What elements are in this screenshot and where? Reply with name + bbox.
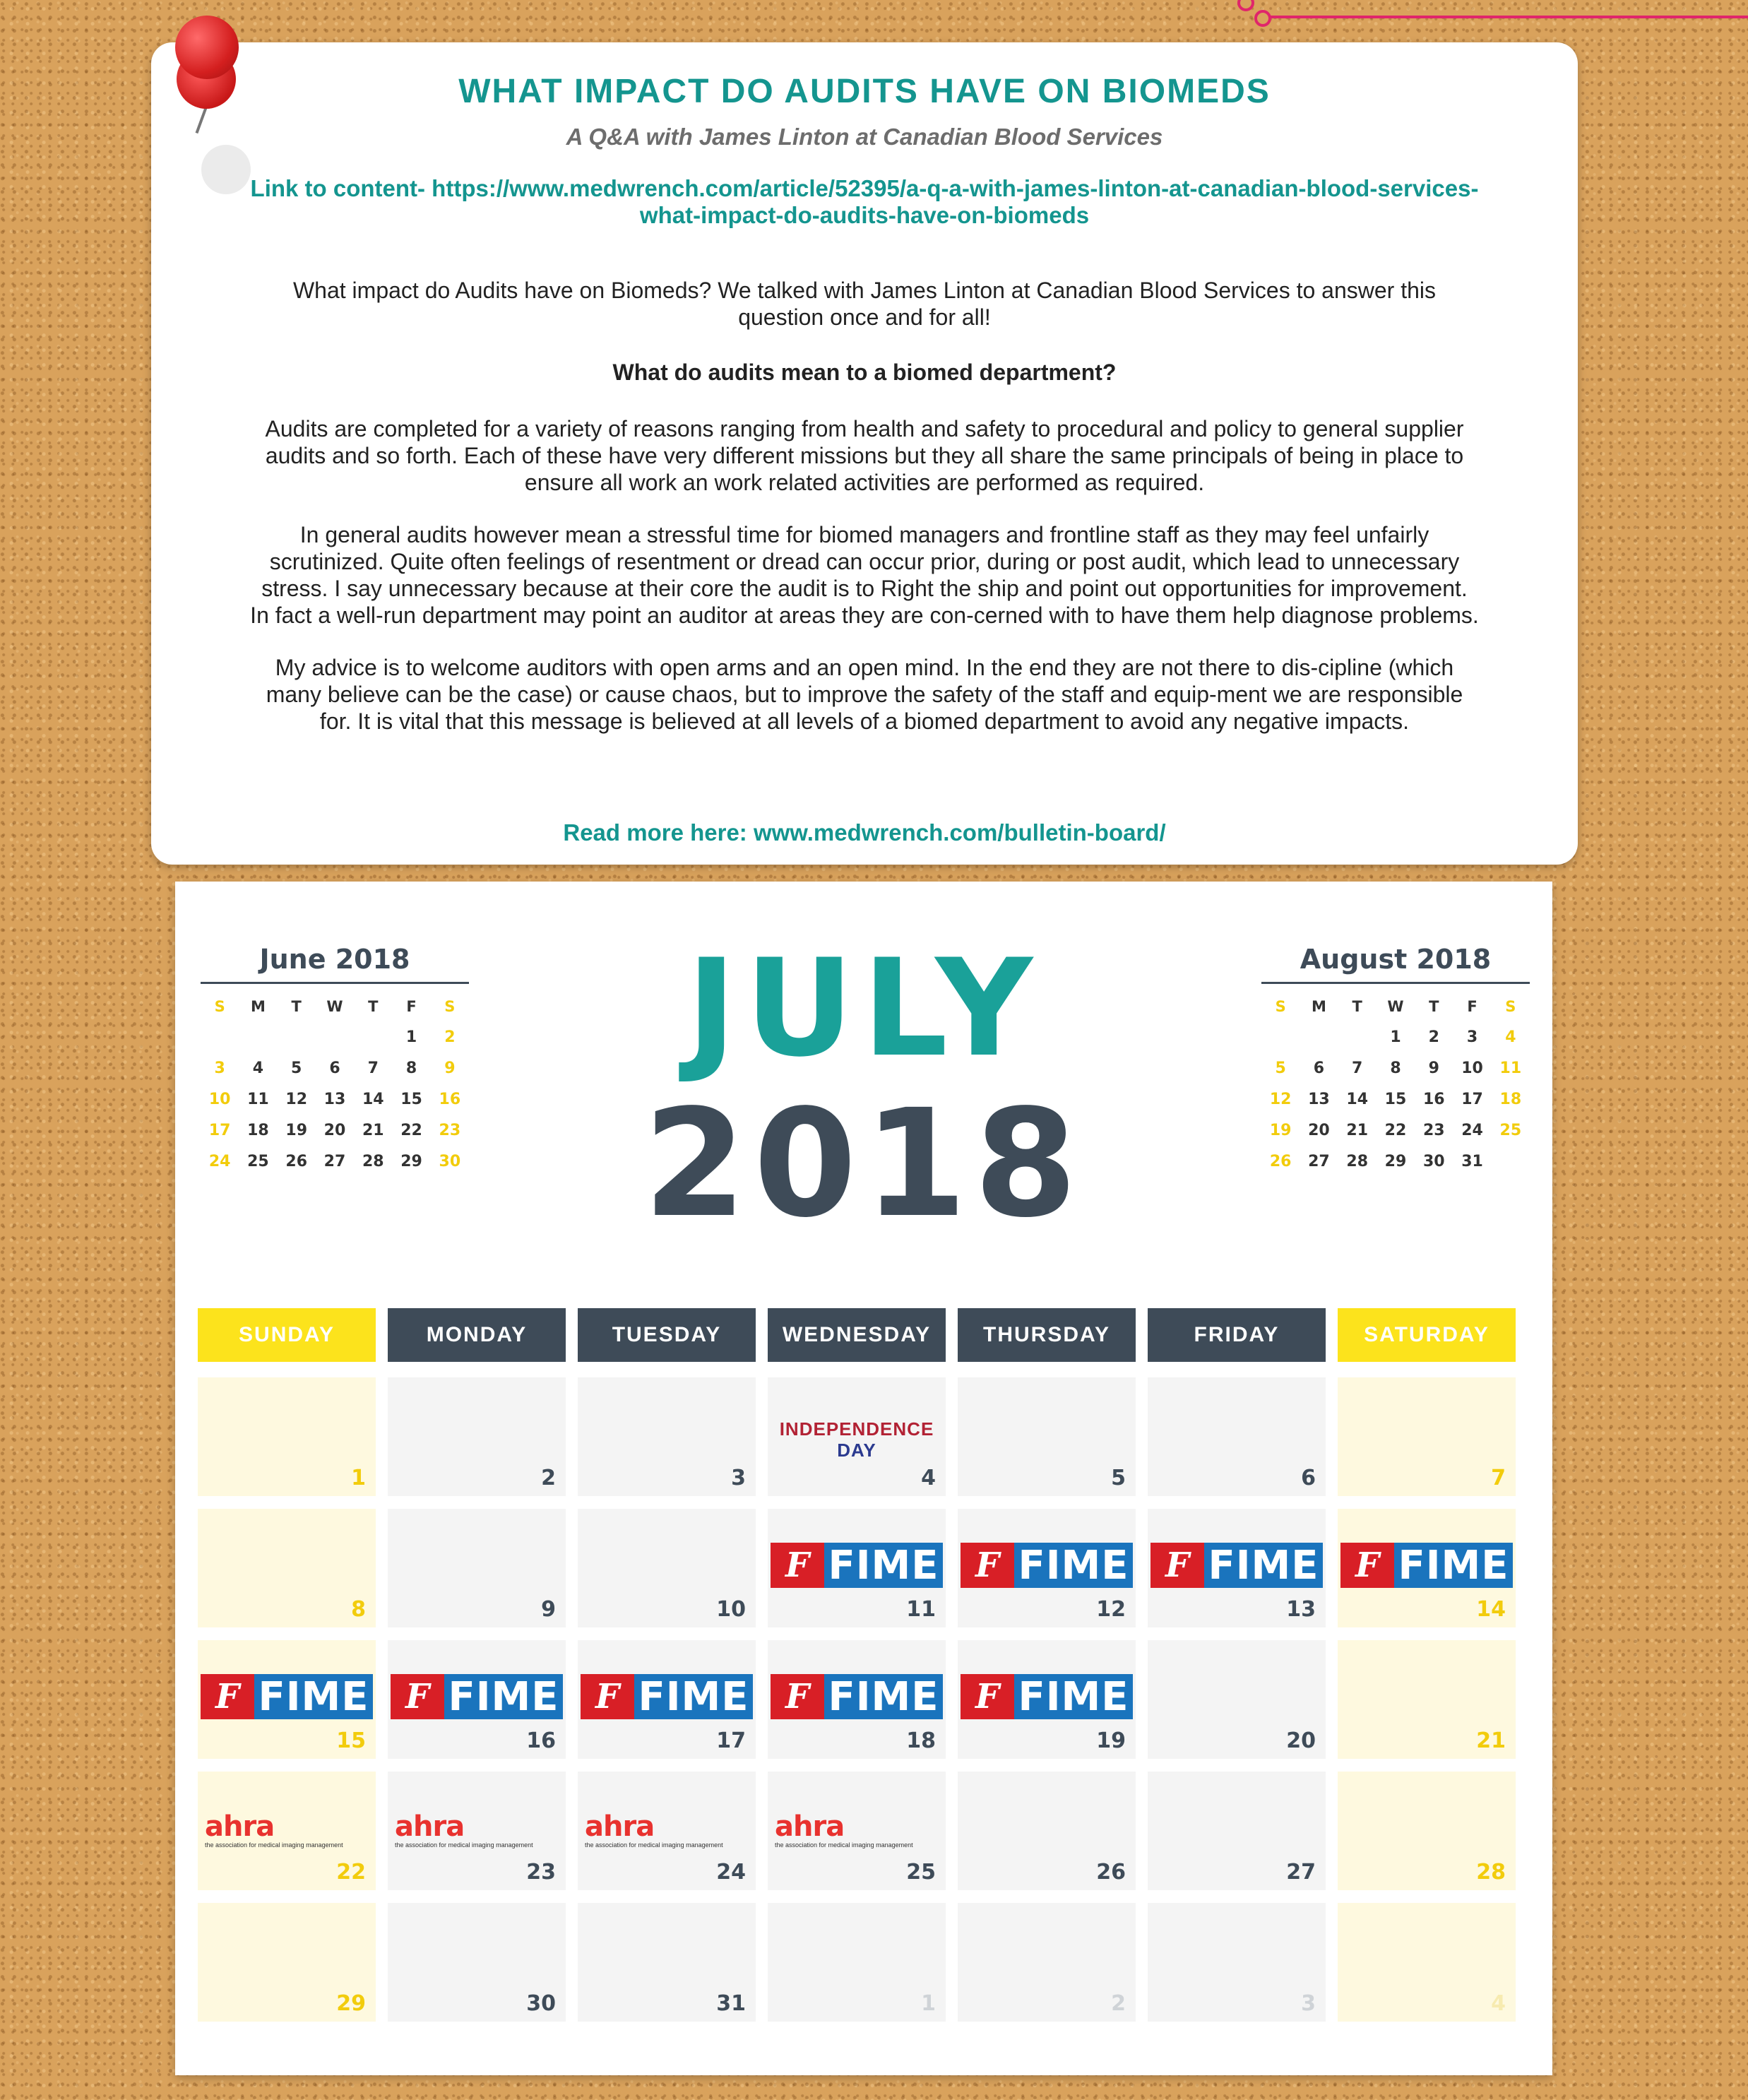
mini-day [1261,1022,1300,1053]
fime-label: FIME [1398,1542,1509,1589]
day-number: 30 [526,1991,556,2016]
fime-logo [771,1543,943,1588]
mini-day: 18 [1499,1091,1522,1108]
ahra-logo [585,1810,751,1849]
ahra-logo [775,1810,941,1849]
day-cell[interactable] [768,1509,946,1627]
article-card [151,42,1578,865]
day-cell[interactable] [578,1377,756,1496]
day-cell[interactable] [1338,1377,1516,1496]
read-more-link[interactable]: Read more here: www.medwrench.com/bulletin-board/ [563,819,1166,846]
day-number: 5 [1111,1466,1126,1490]
mini-day: 19 [285,1122,308,1139]
mini-day: 20 [1308,1122,1330,1139]
day-cell[interactable] [1148,1377,1326,1496]
mini-day: 22 [400,1122,422,1139]
day-number: 22 [336,1860,366,1885]
fime-mark-icon: F [1340,1543,1394,1588]
fime-mark-icon: F [961,1543,1014,1588]
day-number: 3 [731,1466,746,1490]
day-cell[interactable] [578,1640,756,1759]
mini-weekday-label: T [1352,998,1362,1015]
fime-logo [391,1674,563,1719]
ahra-wordmark: ahra [775,1810,845,1843]
day-cell[interactable] [388,1640,566,1759]
weekday-header-thursday: THURSDAY [958,1308,1136,1362]
day-cell[interactable] [1338,1640,1516,1759]
mini-day: 25 [1499,1122,1522,1139]
day-cell[interactable] [958,1377,1136,1496]
day-number: 1 [921,1991,936,2016]
mini-day: 6 [1313,1060,1325,1077]
paragraph-2: In general audits however mean a stressful time for biomed managers and frontline staff as they may feel unfairly scrutinized. Quite often feelings of resentment or dread can occur prior, during or post audit, which lead to unnecessary stress. I say unnecessary because at their core the audit is to Right the ship and point out opportunities for improvement. In fact a well-run department may point an auditor at areas they are con-cerned with to have them help diagnose problems. [250,522,1479,628]
mini-weekday-label: S [444,998,456,1015]
ahra-tagline: the association for medical imaging management [585,1841,723,1849]
mini-day: 18 [247,1122,269,1139]
day-cell[interactable] [1338,1772,1516,1890]
article-subtitle: A Q&A with James Linton at Canadian Blood Services [566,124,1163,150]
fime-mark-icon: F [201,1674,254,1719]
day-number: 18 [906,1728,936,1753]
mini-day: 9 [1428,1060,1439,1077]
day-cell[interactable] [768,1903,946,2022]
day-number: 14 [1476,1597,1506,1622]
article-title: WHAT IMPACT DO AUDITS HAVE ON BIOMEDS [458,73,1271,110]
day-number: 21 [1476,1728,1506,1753]
mini-day: 24 [1461,1122,1483,1139]
mini-day: 29 [400,1153,422,1170]
day-cell[interactable] [578,1772,756,1890]
mini-day: 27 [323,1153,346,1170]
mini-weekday-label: M [1311,998,1326,1015]
mini-day: 8 [1390,1060,1401,1077]
decorative-line [1264,16,1748,18]
day-cell[interactable] [388,1772,566,1890]
day-number: 2 [541,1466,556,1490]
mini-day: 7 [367,1060,379,1077]
weekday-header-wednesday: WEDNESDAY [768,1308,946,1362]
day-number: 2 [1111,1991,1126,2016]
mini-weekday-label: S [1505,998,1516,1015]
mini-weekday-label: T [291,998,302,1015]
holiday-label [768,1418,946,1461]
fime-logo [1151,1543,1323,1588]
day-number: 26 [1096,1860,1126,1885]
day-cell[interactable] [198,1640,376,1759]
mini-day: 31 [1461,1153,1483,1170]
mini-weekday-label: S [214,998,225,1015]
day-cell[interactable] [958,1772,1136,1890]
mini-day: 27 [1308,1153,1330,1170]
mini-day: 5 [1275,1060,1286,1077]
mini-day: 14 [1346,1091,1369,1108]
mini-day: 4 [1505,1028,1516,1046]
fime-label: FIME [1208,1542,1319,1589]
article-body [250,277,1479,760]
day-number: 20 [1286,1728,1316,1753]
mini-weekday-label: T [1429,998,1439,1015]
pushpin-head [175,16,239,79]
fime-label: FIME [1018,1673,1129,1720]
month-grid [198,1377,1518,2022]
day-cell[interactable] [1338,1903,1516,2022]
mini-day: 17 [1461,1091,1483,1108]
ahra-tagline: the association for medical imaging management [775,1841,913,1849]
ahra-wordmark: ahra [205,1810,275,1843]
fime-label: FIME [258,1673,369,1720]
mini-day: 8 [405,1060,417,1077]
day-number: 24 [716,1860,746,1885]
mini-day: 28 [362,1153,384,1170]
day-number: 4 [1491,1991,1506,2016]
day-number: 10 [716,1597,746,1622]
mini-day: 30 [1422,1153,1445,1170]
day-number: 23 [526,1860,556,1885]
day-cell[interactable] [198,1509,376,1627]
fime-logo [1340,1543,1513,1588]
mini-day: 9 [444,1060,456,1077]
mini-day: 21 [362,1122,384,1139]
mini-day: 19 [1269,1122,1292,1139]
content-link[interactable]: Link to content- https://www.medwrench.com/article/52395/a-q-a-with-james-linton-at-canadian-blood-services-what-impact-do-audits-have-on-biomeds [250,175,1479,228]
mini-day: 2 [444,1028,456,1046]
mini-weekday-label: W [1387,998,1404,1015]
mini-day [1300,1022,1338,1053]
weekday-header-friday: FRIDAY [1148,1308,1326,1362]
mini-day: 17 [208,1122,231,1139]
holiday-line-2: DAY [837,1440,876,1461]
mini-day: 1 [1390,1028,1401,1046]
fime-mark-icon: F [961,1674,1014,1719]
fime-mark-icon: F [771,1543,824,1588]
mini-day: 6 [329,1060,340,1077]
month-title: JULY [686,930,1042,1086]
ahra-logo [205,1810,371,1849]
decorative-dot [1237,0,1254,11]
mini-day: 15 [400,1091,422,1108]
mini-day: 15 [1384,1091,1407,1108]
day-number: 25 [906,1860,936,1885]
mini-day: 11 [1499,1060,1522,1077]
mini-day: 1 [405,1028,417,1046]
mini-day: 16 [439,1091,461,1108]
weekday-header-row [198,1308,1518,1362]
mini-weekday-label: T [368,998,379,1015]
fime-mark-icon: F [771,1674,824,1719]
mini-day: 3 [214,1060,225,1077]
mini-weekday-label: M [250,998,266,1015]
fime-label: FIME [828,1542,939,1589]
fime-mark-icon: F [1151,1543,1204,1588]
day-cell[interactable] [388,1903,566,2022]
year-title: 2018 [643,1077,1085,1250]
mini-day: 20 [323,1122,346,1139]
mini-day: 12 [1269,1091,1292,1108]
fime-logo [581,1674,753,1719]
mini-day: 26 [1269,1153,1292,1170]
intro-paragraph: What impact do Audits have on Biomeds? We talked with James Linton at Canadian Blood Services to answer this question once and for all! [292,278,1437,330]
day-cell[interactable] [1148,1772,1326,1890]
mini-day: 28 [1346,1153,1369,1170]
day-number: 8 [351,1597,366,1622]
day-cell[interactable] [388,1509,566,1627]
day-number: 6 [1301,1466,1316,1490]
ahra-tagline: the association for medical imaging management [205,1841,343,1849]
weekday-header-tuesday: TUESDAY [578,1308,756,1362]
mini-weekday-label: F [406,998,417,1015]
fime-logo [961,1543,1133,1588]
day-cell[interactable] [1148,1509,1326,1627]
day-number: 16 [526,1728,556,1753]
day-number: 17 [716,1728,746,1753]
mini-calendar-title: June 2018 [201,944,469,984]
mini-day: 11 [247,1091,269,1108]
day-number: 1 [351,1466,366,1490]
mini-day: 21 [1346,1122,1369,1139]
mini-day: 24 [208,1153,231,1170]
mini-day: 12 [285,1091,308,1108]
day-cell[interactable] [198,1377,376,1496]
day-number: 19 [1096,1728,1126,1753]
day-number: 28 [1476,1860,1506,1885]
weekday-header-saturday: SATURDAY [1338,1308,1516,1362]
day-cell[interactable] [578,1509,756,1627]
mini-day: 4 [252,1060,264,1077]
fime-label: FIME [638,1673,749,1720]
pin-shadow [201,145,251,194]
mini-day: 13 [323,1091,346,1108]
fime-mark-icon: F [391,1674,444,1719]
paragraph-3: My advice is to welcome auditors with open arms and an open mind. In the end they are not there to dis-cipline (which many believe can be the case) or cause chaos, but to improve the safety of the staff and equip-ment we are responsible for. It is vital that this message is believed at all levels of a biomed department to avoid any negative impacts. [266,655,1463,734]
mini-day: 5 [291,1060,302,1077]
mini-day: 3 [1466,1028,1478,1046]
mini-day: 13 [1308,1091,1330,1108]
day-number: 4 [921,1466,936,1490]
ahra-wordmark: ahra [585,1810,655,1843]
day-cell[interactable] [578,1903,756,2022]
decorative-dot [1254,10,1271,27]
day-cell[interactable] [958,1509,1136,1627]
mini-day: 23 [439,1122,461,1139]
mini-weekday-label: W [326,998,343,1015]
mini-day: 26 [285,1153,308,1170]
day-number: 3 [1301,1991,1316,2016]
day-cell[interactable] [1148,1640,1326,1759]
mini-weekday-label: F [1467,998,1478,1015]
fime-label: FIME [1018,1542,1129,1589]
mini-calendar-title: August 2018 [1261,944,1530,984]
day-number: 7 [1491,1466,1506,1490]
fime-label: FIME [448,1673,559,1720]
day-cell[interactable] [768,1640,946,1759]
day-number: 9 [541,1597,556,1622]
day-number: 11 [906,1597,936,1622]
fime-logo [771,1674,943,1719]
fime-logo [961,1674,1133,1719]
day-number: 13 [1286,1597,1316,1622]
mini-day: 22 [1384,1122,1407,1139]
mini-day: 2 [1428,1028,1439,1046]
fime-mark-icon: F [581,1674,634,1719]
fime-label: FIME [828,1673,939,1720]
day-cell[interactable] [1148,1903,1326,2022]
day-number: 12 [1096,1597,1126,1622]
day-cell[interactable] [1338,1509,1516,1627]
mini-day: 25 [247,1153,269,1170]
ahra-wordmark: ahra [395,1810,465,1843]
ahra-logo [395,1810,561,1849]
day-cell[interactable] [958,1903,1136,2022]
paragraph-1: Audits are completed for a variety of reasons ranging from health and safety to procedural and policy to general supplier audits and so forth. Each of these have very different missions but they all share the same principals of being in place to ensure all work an work related activities are performed as required. [265,416,1464,495]
mini-day: 16 [1422,1091,1445,1108]
day-number: 29 [336,1991,366,2016]
mini-day: 10 [1461,1060,1483,1077]
day-number: 27 [1286,1860,1316,1885]
mini-day: 30 [439,1153,461,1170]
fime-logo [201,1674,373,1719]
mini-day [1338,1022,1377,1053]
day-number: 15 [336,1728,366,1753]
calendar [175,882,1552,2075]
mini-day: 23 [1422,1122,1445,1139]
mini-day: 29 [1384,1153,1407,1170]
mini-calendar-august [1261,944,1530,1177]
mini-weekday-label: S [1275,998,1286,1015]
day-cell[interactable] [198,1772,376,1890]
weekday-header-sunday: SUNDAY [198,1308,376,1362]
mini-day: 14 [362,1091,384,1108]
ahra-tagline: the association for medical imaging management [395,1841,533,1849]
weekday-header-monday: MONDAY [388,1308,566,1362]
day-cell[interactable] [198,1903,376,2022]
mini-day: 7 [1352,1060,1363,1077]
day-cell[interactable] [388,1377,566,1496]
day-number: 31 [716,1991,746,2016]
mini-calendar-grid [1261,991,1530,1177]
day-cell[interactable] [768,1772,946,1890]
mini-day: 10 [208,1091,231,1108]
day-cell[interactable] [768,1377,946,1496]
holiday-line-1: INDEPENDENCE [779,1418,934,1440]
day-cell[interactable] [958,1640,1136,1759]
question-heading: What do audits mean to a biomed department? [612,360,1117,385]
